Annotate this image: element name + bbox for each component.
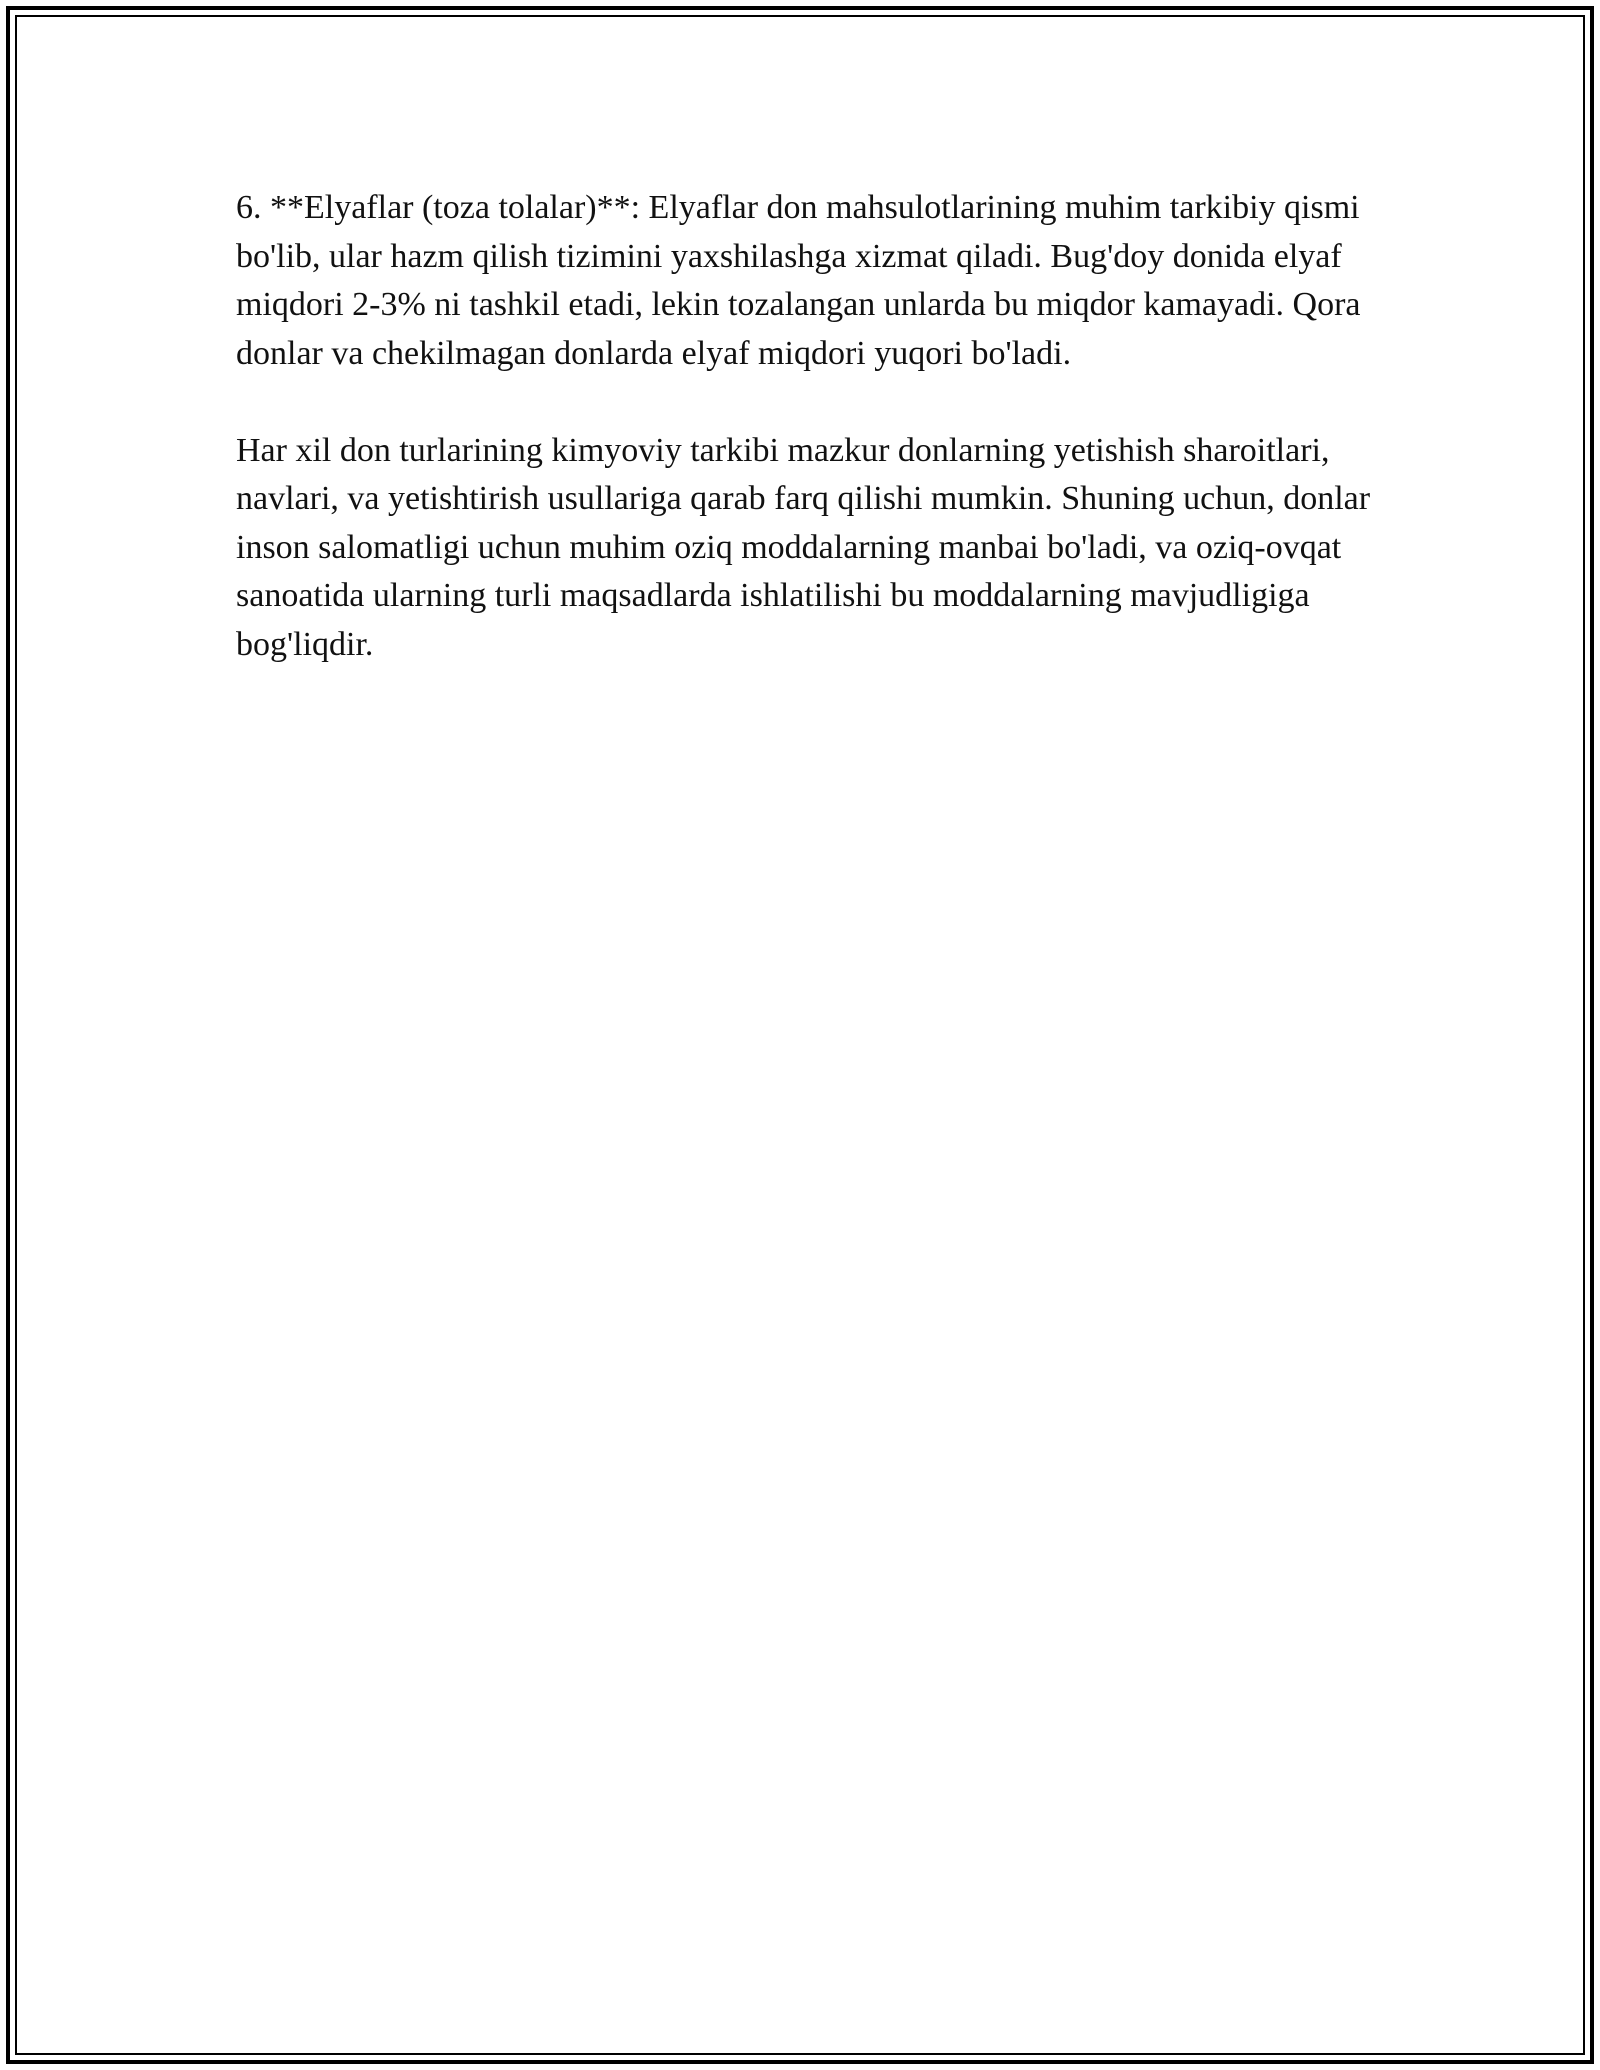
paragraph-fiber: 6. **Elyaflar (toza tolalar)**: Elyaflar don mahsulotlarining muhim tarkibiy qismi bo'lib, ular hazm qilish tizimini yaxshilashga xizmat qiladi. Bug'doy donida elyaf miqdori 2-3% ni tashkil etadi, lekin tozalangan unlarda bu miqdor kamayadi. Qora donlar va chekilmagan donlarda elyaf miqdori yuqori bo'ladi.: [236, 189, 1361, 372]
document-body: [236, 184, 1396, 669]
paragraph-grain-composition: Har xil don turlarining kimyoviy tarkibi mazkur donlarning yetishish sharoitlari, navlari, va yetishtirish usullariga qarab farq qilishi mumkin. Shuning uchun, donlar inson salomatligi uchun muhim oziq moddalarning manbai bo'ladi, va oziq-ovqat sanoatida ularning turli maqsadlarda ishlatilishi bu moddalarning mavjudligiga bog'liqdir.: [236, 431, 1371, 663]
